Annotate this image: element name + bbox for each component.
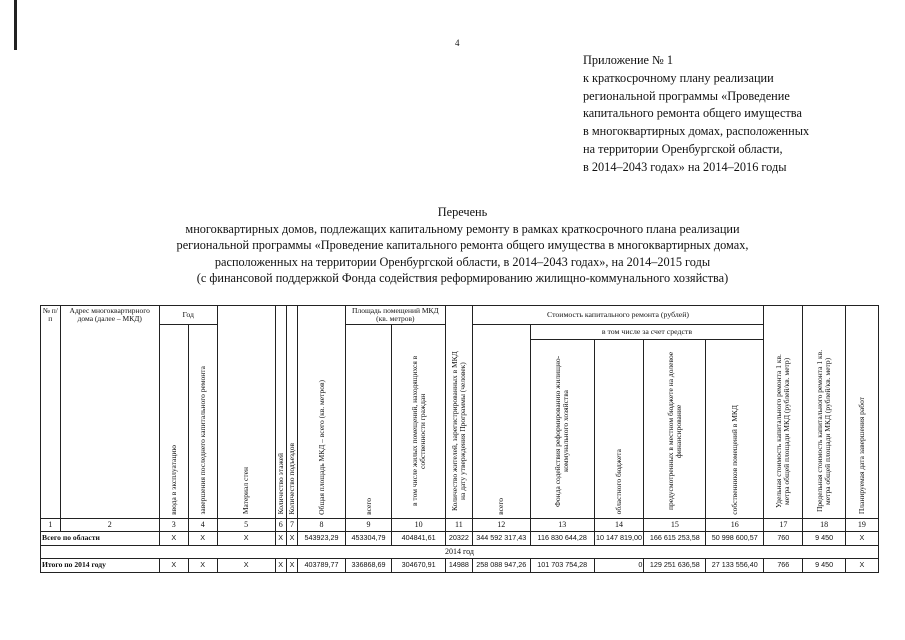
column-number: 1 bbox=[41, 518, 61, 531]
column-number: 11 bbox=[445, 518, 472, 531]
column-number: 6 bbox=[275, 518, 286, 531]
table-cell: 116 830 644,28 bbox=[530, 531, 594, 545]
table-cell: X bbox=[845, 558, 878, 572]
table-cell: X bbox=[286, 558, 297, 572]
col-cost-fund-header: Фонда содействия реформированию жилищно-коммунального хозяйства bbox=[530, 339, 594, 518]
col-num-header: № п/п bbox=[41, 306, 61, 519]
table-cell: 20322 bbox=[445, 531, 472, 545]
table-cell: 543923,29 bbox=[298, 531, 346, 545]
col-unit-cost-header: Удельная стоимость капитального ремонта 1 кв. метра общей площади МКД (рублей/кв. метр) bbox=[764, 306, 803, 519]
table-cell: 9 450 bbox=[803, 531, 845, 545]
table-cell: X bbox=[275, 558, 286, 572]
col-cost-header: Стоимость капитального ремонта (рублей) bbox=[472, 306, 763, 325]
appendix-line: капитального ремонта общего имущества bbox=[583, 106, 802, 121]
col-area-private-header: в том числе жилых помещений, находящихся в собственности граждан bbox=[392, 324, 446, 518]
table-cell: 258 088 947,26 bbox=[472, 558, 530, 572]
region-total-row bbox=[41, 531, 879, 545]
title-heading: Перечень bbox=[437, 205, 488, 219]
table-cell: 344 592 317,43 bbox=[472, 531, 530, 545]
col-year-header: Год bbox=[159, 306, 217, 325]
title-line: (с финансовой поддержкой Фонда содействия реформированию жилищно-коммунального хозяйства) bbox=[196, 271, 729, 286]
scan-edge-mark bbox=[14, 0, 17, 50]
buildings-table bbox=[40, 305, 879, 573]
column-number: 16 bbox=[706, 518, 764, 531]
table-cell: X bbox=[275, 531, 286, 545]
column-number-row bbox=[41, 518, 879, 531]
col-area-all-header: всего bbox=[345, 324, 391, 518]
col-year-commission-header: ввода в эксплуатацию bbox=[159, 324, 188, 518]
table-cell: 766 bbox=[764, 558, 803, 572]
table-cell: X bbox=[188, 558, 217, 572]
year-section-row bbox=[41, 545, 879, 558]
col-cost-local-header: предусмотренных в местном бюджете на долевое финансирование bbox=[644, 339, 706, 518]
appendix-line: в 2014–2043 годах» на 2014–2016 годы bbox=[583, 159, 787, 174]
column-number: 4 bbox=[188, 518, 217, 531]
table-cell: 453304,79 bbox=[345, 531, 391, 545]
col-residents-header: Количество жителей, зарегистрированных в МКД на дату утверждения Программы (человек) bbox=[445, 306, 472, 519]
table-cell: 166 615 253,58 bbox=[644, 531, 706, 545]
table-cell: 27 133 556,40 bbox=[706, 558, 764, 572]
col-cost-total-header: всего bbox=[472, 324, 530, 518]
table-cell: X bbox=[845, 531, 878, 545]
col-cost-regional-header: областного бюджета bbox=[594, 339, 644, 518]
col-wall-material-header: Материал стен bbox=[217, 306, 275, 519]
year-total-row bbox=[41, 558, 879, 572]
column-number: 8 bbox=[298, 518, 346, 531]
column-number: 18 bbox=[803, 518, 845, 531]
table-cell: X bbox=[159, 531, 188, 545]
year-section-label: 2014 год bbox=[41, 545, 879, 558]
appendix-line: региональной программы «Проведение bbox=[583, 88, 790, 103]
column-number: 10 bbox=[392, 518, 446, 531]
row-label: Итого по 2014 году bbox=[41, 558, 160, 572]
col-max-cost-header: Предельная стоимость капитального ремонта 1 кв. метра общей площади МКД (рублей/кв. метр) bbox=[803, 306, 845, 519]
column-number: 5 bbox=[217, 518, 275, 531]
table-cell: 101 703 754,28 bbox=[530, 558, 594, 572]
column-number: 12 bbox=[472, 518, 530, 531]
col-total-area-header: Общая площадь МКД – всего (кв. метров) bbox=[298, 306, 346, 519]
appendix-note bbox=[583, 52, 893, 177]
table-cell: X bbox=[159, 558, 188, 572]
col-planned-date-header: Планируемая дата завершения работ bbox=[845, 306, 878, 519]
title-line: региональной программы «Проведение капитального ремонта общего имущества в многоквартирных домах, bbox=[176, 238, 749, 253]
table-cell: 129 251 636,58 bbox=[644, 558, 706, 572]
col-year-last-repair-header: завершения последнего капитального ремонта bbox=[188, 324, 217, 518]
column-number: 15 bbox=[644, 518, 706, 531]
appendix-line: на территории Оренбургской области, bbox=[583, 141, 783, 156]
column-number: 19 bbox=[845, 518, 878, 531]
column-number: 7 bbox=[286, 518, 297, 531]
document-title bbox=[40, 204, 885, 287]
title-line: многоквартирных домов, подлежащих капитальному ремонту в рамках краткосрочного плана реализации bbox=[185, 221, 740, 236]
table-cell: 14988 bbox=[445, 558, 472, 572]
appendix-line: в многоквартирных домах, расположенных bbox=[583, 124, 810, 139]
appendix-line: к краткосрочному плану реализации bbox=[583, 70, 774, 85]
column-number: 9 bbox=[345, 518, 391, 531]
table-cell: X bbox=[217, 531, 275, 545]
col-entrances-header: Количество подъездов bbox=[286, 306, 297, 519]
table-cell: X bbox=[188, 531, 217, 545]
col-address-header: Адрес многоквартирного дома (далее – МКД) bbox=[60, 306, 159, 519]
table-cell: 403789,77 bbox=[298, 558, 346, 572]
table-cell: X bbox=[217, 558, 275, 572]
column-number: 13 bbox=[530, 518, 594, 531]
col-cost-owners-header: собственников помещений в МКД bbox=[706, 339, 764, 518]
table-cell: 304670,91 bbox=[392, 558, 446, 572]
table-cell: 50 998 600,57 bbox=[706, 531, 764, 545]
table-cell: 10 147 819,00 bbox=[594, 531, 644, 545]
table-cell: 0 bbox=[594, 558, 644, 572]
col-floors-header: Количество этажей bbox=[275, 306, 286, 519]
col-premises-area-header: Площадь помещений МКД (кв. метров) bbox=[345, 306, 445, 325]
table-cell: 760 bbox=[764, 531, 803, 545]
appendix-line: Приложение № 1 bbox=[583, 53, 674, 67]
table-cell: X bbox=[286, 531, 297, 545]
row-label: Всего по области bbox=[41, 531, 160, 545]
page-number: 4 bbox=[455, 38, 460, 48]
column-number: 14 bbox=[594, 518, 644, 531]
table-cell: 336868,69 bbox=[345, 558, 391, 572]
title-line: расположенных на территории Оренбургской области, в 2014–2043 годах», на 2014–2015 годы bbox=[214, 254, 711, 269]
table-cell: 9 450 bbox=[803, 558, 845, 572]
column-number: 2 bbox=[60, 518, 159, 531]
column-number: 17 bbox=[764, 518, 803, 531]
table-cell: 404841,61 bbox=[392, 531, 446, 545]
column-number: 3 bbox=[159, 518, 188, 531]
col-cost-including-header: в том числе за счет средств bbox=[530, 324, 764, 339]
